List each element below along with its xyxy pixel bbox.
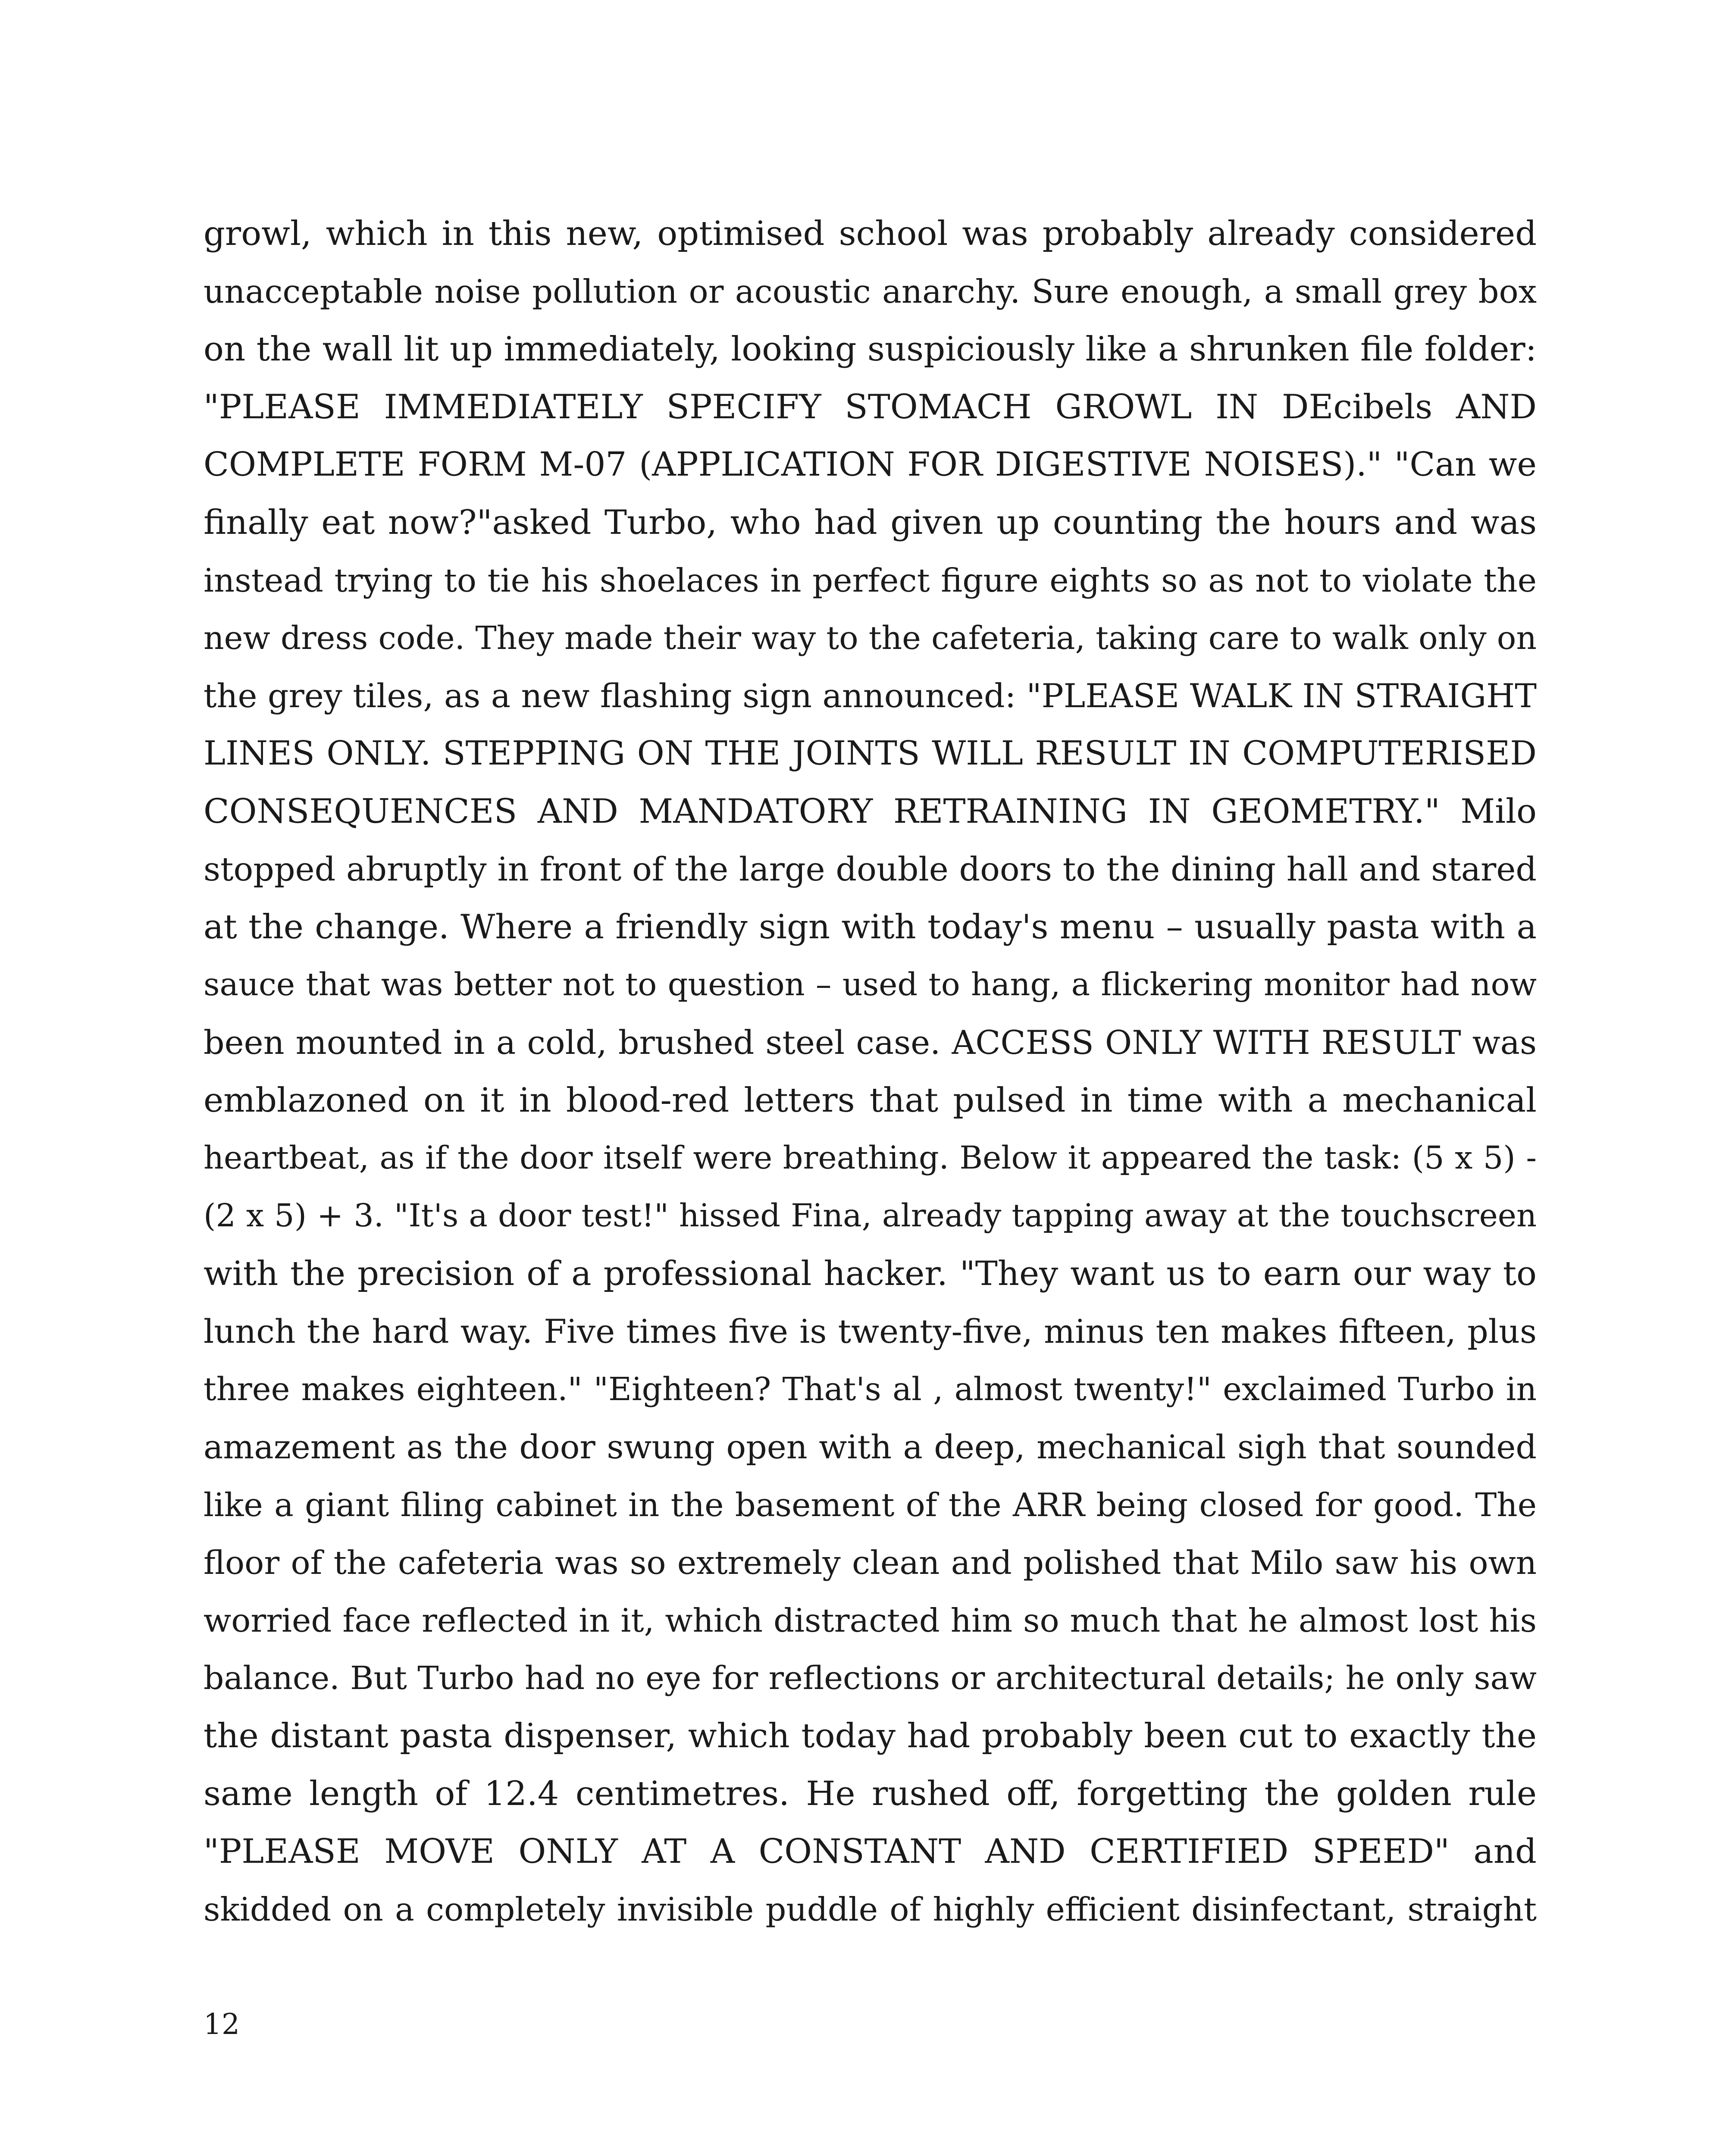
text-line: LINES ONLY. STEPPING ON THE JOINTS WILL RESULT IN COMPUTERISED — [204, 734, 1537, 773]
text-line: heartbeat, as if the door itself were breathing. Below it appeared the task: (5 x 5) - — [204, 1140, 1537, 1176]
text-line: (2 x 5) + 3. "It's a door test!" hissed Fina, already tapping away at the touchscreen — [204, 1197, 1537, 1234]
text-line: three makes eighteen." "Eighteen? That's al , almost twenty!" exclaimed Turbo in — [204, 1371, 1537, 1408]
text-line: sauce that was better not to question – used to hang, a flickering monitor had now — [204, 966, 1537, 1003]
text-line: unacceptable noise pollution or acoustic anarchy. Sure enough, a small grey box — [204, 273, 1537, 310]
text-line: new dress code. They made their way to the cafeteria, taking care to walk only on — [204, 620, 1537, 657]
text-line: at the change. Where a friendly sign with today's menu – usually pasta with a — [204, 908, 1537, 946]
text-line: lunch the hard way. Five times five is twenty-five, minus ten makes fifteen, plus — [204, 1312, 1537, 1351]
text-line: stopped abruptly in front of the large double doors to the dining hall and stared — [204, 850, 1537, 888]
text-line: instead trying to tie his shoelaces in perfect figure eights so as not to violate the — [204, 561, 1537, 599]
text-line: same length of 12.4 centimetres. He rushed off, forgetting the golden rule — [204, 1774, 1537, 1813]
text-line: skidded on a completely invisible puddle of highly efficient disinfectant, straight — [204, 1890, 1537, 1928]
text-line: like a giant filing cabinet in the basement of the ARR being closed for good. The — [204, 1486, 1537, 1524]
text-line: the grey tiles, as a new flashing sign announced: "PLEASE WALK IN STRAIGHT — [204, 677, 1537, 715]
text-line: growl, which in this new, optimised school was probably already considered — [204, 214, 1537, 253]
text-line: "PLEASE IMMEDIATELY SPECIFY STOMACH GROWL IN DEcibels AND — [204, 388, 1537, 426]
text-line: balance. But Turbo had no eye for reflections or architectural details; he only saw — [204, 1660, 1537, 1697]
page-number: 12 — [204, 2008, 240, 2041]
text-line: CONSEQUENCES AND MANDATORY RETRAINING IN GEOMETRY." Milo — [204, 792, 1537, 831]
text-line: the distant pasta dispenser, which today had probably been cut to exactly the — [204, 1717, 1537, 1755]
text-line: finally eat now?"asked Turbo, who had given up counting the hours and was — [204, 503, 1537, 542]
body-text — [204, 205, 1537, 1938]
text-line: COMPLETE FORM M-07 (APPLICATION FOR DIGESTIVE NOISES)." "Can we — [204, 445, 1537, 484]
text-line: worried face reflected in it, which distracted him so much that he almost lost his — [204, 1601, 1537, 1639]
text-line: emblazoned on it in blood-red letters that pulsed in time with a mechanical — [204, 1081, 1537, 1120]
text-line: amazement as the door swung open with a deep, mechanical sigh that sounded — [204, 1428, 1537, 1466]
text-line: on the wall lit up immediately, looking suspiciously like a shrunken file folder: — [204, 330, 1537, 369]
text-line: floor of the cafeteria was so extremely clean and polished that Milo saw his own — [204, 1544, 1537, 1582]
text-line: with the precision of a professional hacker. "They want us to earn our way to — [204, 1254, 1537, 1293]
text-line: been mounted in a cold, brushed steel case. ACCESS ONLY WITH RESULT was — [204, 1023, 1537, 1062]
text-line: "PLEASE MOVE ONLY AT A CONSTANT AND CERTIFIED SPEED" and — [204, 1832, 1537, 1871]
